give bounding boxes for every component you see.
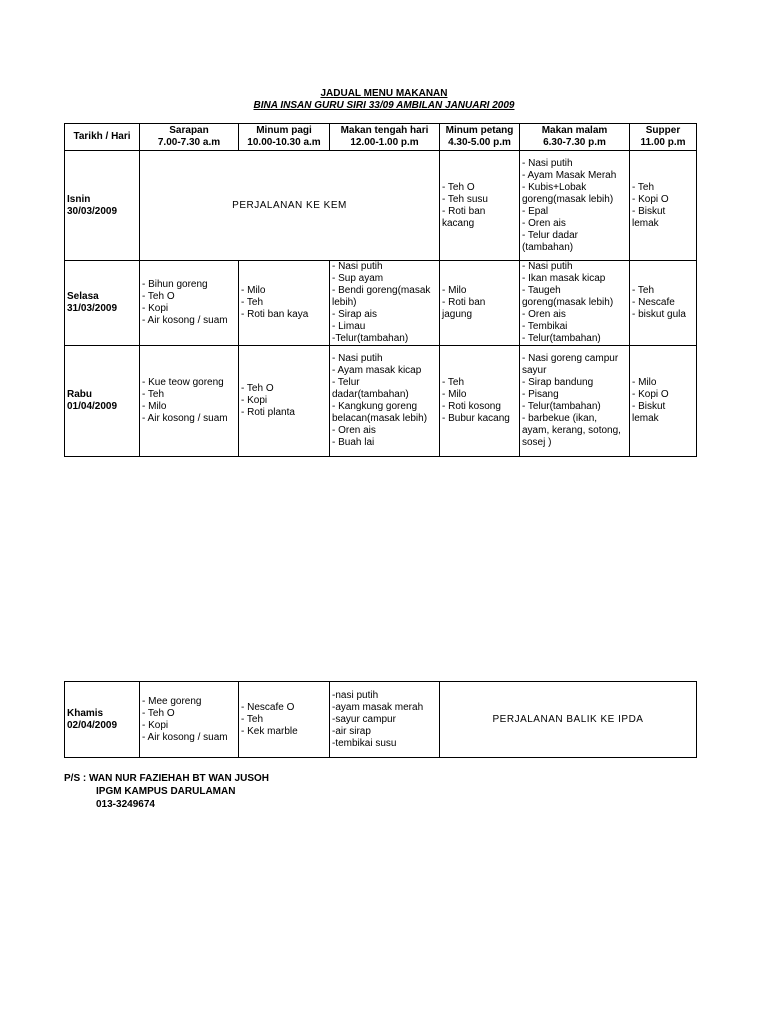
makan-malam-cell: - Nasi putih - Ayam Masak Merah - Kubis+Lobak goreng(masak lebih) - Epal - Oren ais - Telur dadar (tambahan): [520, 151, 630, 261]
ps-name: P/S : WAN NUR FAZIEHAH BT WAN JUSOH: [64, 773, 270, 784]
ps-phone: 013-3249674: [96, 799, 155, 810]
day-cell: Rabu 01/04/2009: [65, 346, 140, 457]
menu-table: [64, 123, 697, 457]
ps-note: [64, 772, 269, 811]
return-trip-message: PERJALANAN BALIK KE IPDA: [440, 682, 697, 758]
header-row: [65, 124, 697, 151]
header-supper: Supper 11.00 p.m: [630, 124, 697, 151]
minum-pagi-cell: - Teh O - Kopi - Roti planta: [239, 346, 330, 457]
header-minum-petang: Minum petang 4.30-5.00 p.m: [440, 124, 520, 151]
trip-message: PERJALANAN KE KEM: [140, 151, 440, 261]
menu-table-continued: [64, 681, 697, 758]
day-cell: Selasa 31/03/2009: [65, 261, 140, 346]
makan-tengah-hari-cell: - Nasi putih - Sup ayam - Bendi goreng(masak lebih) - Sirap ais - Limau -Telur(tambahan): [330, 261, 440, 346]
document-subtitle: BINA INSAN GURU SIRI 33/09 AMBILAN JANUARI 2009: [253, 100, 515, 111]
table-row: [65, 346, 697, 457]
header-makan-tengah-hari: Makan tengah hari 12.00-1.00 p.m: [330, 124, 440, 151]
ps-institution: IPGM KAMPUS DARULAMAN: [96, 786, 236, 797]
header-minum-pagi: Minum pagi 10.00-10.30 a.m: [239, 124, 330, 151]
makan-tengah-hari-cell: -nasi putih -ayam masak merah -sayur campur -air sirap -tembikai susu: [330, 682, 440, 758]
day-cell: Isnin 30/03/2009: [65, 151, 140, 261]
makan-malam-cell: - Nasi putih - Ikan masak kicap - Taugeh goreng(masak lebih) - Oren ais - Tembikai - Telur(tambahan): [520, 261, 630, 346]
supper-cell: - Teh - Nescafe - biskut gula: [630, 261, 697, 346]
minum-petang-cell: - Teh O - Teh susu - Roti ban kacang: [440, 151, 520, 261]
sarapan-cell: - Bihun goreng - Teh O - Kopi - Air kosong / suam: [140, 261, 239, 346]
makan-malam-cell: - Nasi goreng campur sayur - Sirap bandung - Pisang - Telur(tambahan) - barbekue (ikan, ayam, kerang, sotong, sosej ): [520, 346, 630, 457]
document-title: JADUAL MENU MAKANAN: [320, 88, 448, 99]
makan-tengah-hari-cell: - Nasi putih - Ayam masak kicap - Telur dadar(tambahan) - Kangkung goreng belacan(masak lebih) - Oren ais - Buah lai: [330, 346, 440, 457]
minum-petang-cell: - Teh - Milo - Roti kosong - Bubur kacang: [440, 346, 520, 457]
header-makan-malam: Makan malam 6.30-7.30 p.m: [520, 124, 630, 151]
table-row: [65, 151, 697, 261]
minum-pagi-cell: - Milo - Teh - Roti ban kaya: [239, 261, 330, 346]
table-row: [65, 682, 697, 758]
minum-pagi-cell: - Nescafe O - Teh - Kek marble: [239, 682, 330, 758]
supper-cell: - Milo - Kopi O - Biskut lemak: [630, 346, 697, 457]
table-row: [65, 261, 697, 346]
minum-petang-cell: - Milo - Roti ban jagung: [440, 261, 520, 346]
header-tarikh: Tarikh / Hari: [65, 124, 140, 151]
sarapan-cell: - Kue teow goreng - Teh - Milo - Air kosong / suam: [140, 346, 239, 457]
supper-cell: - Teh - Kopi O - Biskut lemak: [630, 151, 697, 261]
sarapan-cell: - Mee goreng - Teh O - Kopi - Air kosong / suam: [140, 682, 239, 758]
header-sarapan: Sarapan 7.00-7.30 a.m: [140, 124, 239, 151]
day-cell: Khamis 02/04/2009: [65, 682, 140, 758]
